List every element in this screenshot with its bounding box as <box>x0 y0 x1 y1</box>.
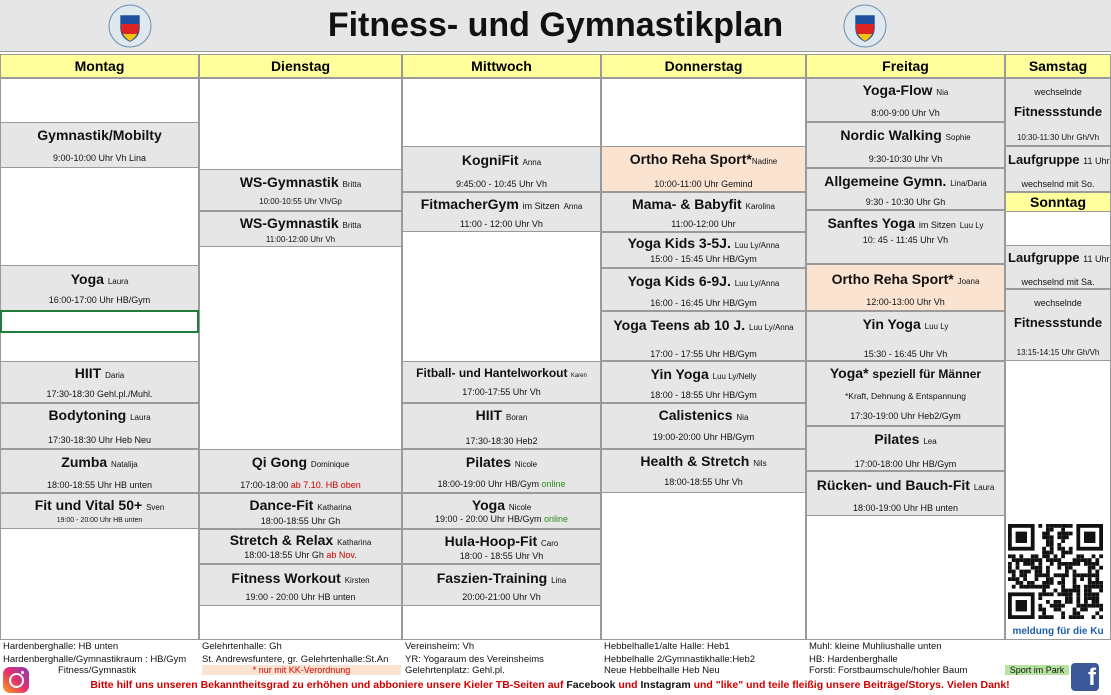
legend-item: Hebbelhalle1/alte Halle: Heb1 <box>604 641 730 652</box>
session-name: Yoga Teens ab 10 J. <box>613 317 746 333</box>
session-cell <box>199 449 402 493</box>
session-cell <box>402 493 601 529</box>
session-name: Calistenics <box>658 407 733 423</box>
empty-selected-cell[interactable] <box>0 310 199 333</box>
session-name: Ortho Reha Sport* <box>831 271 954 287</box>
day-header-samstag: Samstag <box>1005 54 1111 78</box>
session-note: online <box>544 514 569 524</box>
page-title: Fitness- und Gymnastikplan <box>327 6 784 44</box>
session-cell <box>199 493 402 529</box>
session-time: 17:00-17:55 Uhr Vh <box>462 387 541 397</box>
session-suffix: im Sitzen <box>522 201 560 211</box>
session-trainer: Luu Ly/Anna <box>749 323 794 332</box>
session-time: 12:00-13:00 Uhr Vh <box>866 297 945 307</box>
session-trainer: Luu Ly/Anna <box>734 279 780 288</box>
session-cell <box>0 493 199 529</box>
session-name: Laufgruppe <box>1008 250 1080 265</box>
legend-item: Vereinsheim: Vh <box>405 641 475 652</box>
session-cell <box>806 471 1005 516</box>
session-cell <box>601 146 806 192</box>
session-cell <box>402 529 601 564</box>
session-name: Yoga <box>471 497 506 513</box>
session-name: Fitball- und Hantelworkout <box>416 366 568 380</box>
session-trainer: Kirsten <box>344 576 370 585</box>
session-trainer: Laura <box>130 413 151 422</box>
session-time: 20:00-21:00 Uhr Vh <box>462 592 541 602</box>
session-time: 17:00-18:00 Uhr HB/Gym <box>854 459 957 469</box>
session-trainer: Nia <box>736 413 749 422</box>
session-cell <box>402 361 601 403</box>
day-header-dienstag: Dienstag <box>199 54 402 78</box>
session-time: 11:00-12:00 Uhr Vh <box>265 235 336 244</box>
session-time: 16:00-17:00 Uhr HB/Gym <box>48 295 151 305</box>
legend-item: Hardenberghalle: HB unten <box>3 641 119 652</box>
session-cell <box>0 361 199 403</box>
session-cell <box>0 449 199 493</box>
session-time: wechselnd mit So. <box>1021 179 1095 189</box>
session-name: KogniFit <box>461 152 519 168</box>
session-trainer: Lina <box>551 576 567 585</box>
session-time: 18:00 - 18:55 Uhr HB/Gym <box>650 390 757 400</box>
session-time: 10:00-11:00 Uhr Gemind <box>654 179 753 189</box>
session-cell <box>806 311 1005 361</box>
session-time: 19:00 - 20:00 Uhr HB unten <box>245 592 356 602</box>
session-time: 18:00 - 18:55 Uhr Vh <box>459 551 544 561</box>
session-trainer: Nadine <box>751 157 778 166</box>
promo-text-2: und "like" und teile fleißig unsere Beiträge/Storys. Vielen Dank! <box>690 679 1010 691</box>
session-name: Dance-Fit <box>249 497 314 513</box>
instagram-icon[interactable] <box>3 667 29 693</box>
session-time: 9:30 - 10:30 Uhr Gh <box>865 197 946 207</box>
session-name: Nordic Walking <box>840 127 942 143</box>
session-note: ab 7.10. HB oben <box>290 480 361 490</box>
session-cell <box>806 210 1005 264</box>
session-trainer: Luu Ly <box>959 221 984 230</box>
session-name: Laufgruppe <box>1008 152 1080 167</box>
session-time: 10:30-11:30 Uhr Gh/Vh <box>1016 133 1100 142</box>
session-trainer: Britta <box>342 180 362 189</box>
session-name: Fitnessstunde <box>1013 315 1103 330</box>
session-time: 17:00-18:00 <box>240 480 289 490</box>
session-trainer: Katharina <box>337 538 372 547</box>
session-trainer: Dominique <box>310 460 350 469</box>
session-cell <box>0 265 199 311</box>
session-note: ab Nov. <box>326 550 357 560</box>
session-time: 18:00-19:00 Uhr HB/Gym <box>437 479 539 489</box>
session-time: 19:00-20:00 Uhr HB/Gym <box>652 432 755 442</box>
session-suffix: im Sitzen <box>918 220 956 230</box>
session-trainer: Karen <box>570 373 587 379</box>
session-trainer: Lea <box>923 437 937 446</box>
session-name: Yin Yoga <box>862 316 921 332</box>
legend-item: Forsti: Forstbaumschule/hohler Baum <box>809 665 968 676</box>
session-name: Rücken- und Bauch-Fit <box>816 477 970 493</box>
promo-line <box>30 679 1070 691</box>
session-name: Yin Yoga <box>650 366 709 382</box>
session-pre: wechselnde <box>1034 87 1082 97</box>
legend-item: St. Andrewsfuntere, gr. Gelehrtenhalle:St.An <box>202 654 389 665</box>
session-note: online <box>541 479 566 489</box>
session-cell <box>402 449 601 493</box>
session-time: 11:00-12:00 Uhr <box>671 219 736 229</box>
session-time: 8:00-9:00 Uhr Vh <box>871 108 940 118</box>
day-header-mittwoch: Mittwoch <box>402 54 601 78</box>
session-cell <box>199 564 402 606</box>
session-name: Qi Gong <box>251 454 308 470</box>
session-name: WS-Gymnastik <box>239 215 339 231</box>
session-time: wechselnd mit Sa. <box>1021 277 1095 287</box>
session-trainer: Britta <box>342 221 362 230</box>
session-time: 15:00 - 15:45 Uhr HB/Gym <box>650 254 757 264</box>
session-time: 18:00-18:55 Uhr Gh <box>244 550 324 560</box>
day-header-montag: Montag <box>0 54 199 78</box>
session-sub: *Kraft, Dehnung & Entspannung <box>845 391 966 401</box>
session-cell <box>402 403 601 449</box>
session-cell <box>806 264 1005 311</box>
session-cell <box>601 449 806 493</box>
promo-and: und <box>615 679 641 691</box>
session-trainer: Boran <box>505 413 528 422</box>
session-cell <box>402 192 601 232</box>
legend-item: Muhl: kleine Muhliushalle unten <box>809 641 942 652</box>
session-time: 9:00-10:00 Uhr Vh Lina <box>52 153 147 163</box>
legend-item: Gelehrtenplatz: Gehl.pl. <box>405 665 505 676</box>
session-cell <box>806 426 1005 471</box>
club-logo-icon <box>843 4 887 48</box>
session-time: 13:15-14:15 Uhr Gh/Vh <box>1016 348 1100 357</box>
qr-code-icon <box>1008 524 1106 620</box>
club-logo-right <box>843 4 887 48</box>
session-time: 15:30 - 16:45 Uhr Vh <box>863 349 948 359</box>
session-cell <box>806 78 1005 122</box>
session-name: Health & Stretch <box>640 453 750 469</box>
session-name: Ortho Reha Sport* <box>629 151 752 167</box>
session-trainer: Anna <box>522 158 542 167</box>
session-cell <box>1005 245 1111 289</box>
qr-caption: meldung für die Ku <box>1012 626 1104 637</box>
session-cell <box>0 403 199 449</box>
session-name: Mama- & Babyfit <box>632 196 742 212</box>
session-name: Zumba <box>61 454 108 470</box>
session-trainer: Anna <box>563 202 583 211</box>
session-name: Yoga* <box>829 365 869 381</box>
session-cell <box>601 311 806 361</box>
session-name: Bodytoning <box>48 407 127 423</box>
session-time: 10: 45 - 11:45 Uhr Vh <box>862 235 949 245</box>
session-cell <box>601 268 806 311</box>
session-cell <box>806 168 1005 210</box>
session-cell <box>601 361 806 403</box>
session-trainer: Nicole <box>514 460 538 469</box>
session-trainer: Luu Ly <box>924 322 949 331</box>
legend-item: Neue Hebbelhalle Heb Neu <box>604 665 720 676</box>
session-cell <box>402 146 601 192</box>
session-name: Fitnessstunde <box>1013 104 1103 119</box>
session-name: Pilates <box>874 431 920 447</box>
session-name: Yoga <box>70 271 104 287</box>
session-cell <box>0 122 199 168</box>
session-trainer: Sophie <box>945 133 971 142</box>
session-cell <box>1005 78 1111 146</box>
session-trainer: Karolina <box>745 202 775 211</box>
session-trainer: Lina/Daria <box>950 179 987 188</box>
session-cell <box>402 564 601 606</box>
session-time: 9:45:00 - 10:45 Uhr Vh <box>455 179 548 189</box>
session-trainer: Nia <box>936 88 949 97</box>
session-time: 18:00-19:00 Uhr HB unten <box>852 503 959 513</box>
sport-im-park-badge: Sport im Park <box>1005 665 1069 675</box>
legend-item: Hardenberghalle/Gymnastikraum : HB/Gym <box>3 654 187 665</box>
session-name: Fitness Workout <box>231 570 341 586</box>
session-name: Sanftes Yoga <box>827 215 915 231</box>
session-cell <box>199 169 402 211</box>
session-trainer: Luu Ly/Anna <box>734 241 780 250</box>
legend-item: Hebbelhalle 2/Gymnastikhalle:Heb2 <box>604 654 756 665</box>
session-name: Stretch & Relax <box>229 532 334 548</box>
promo-text-1: Bitte hilf uns unseren Bekanntheitsgrad zu erhöhen und abboniere unsere Kieler TB-Seiten auf <box>90 679 567 691</box>
session-name: HIIT <box>74 365 102 381</box>
session-cell <box>601 403 806 449</box>
session-trainer: Laura <box>973 483 995 492</box>
session-name: Yoga Kids 6-9J. <box>627 273 731 289</box>
session-trainer: Joana <box>957 277 980 286</box>
facebook-icon[interactable]: f <box>1071 663 1099 691</box>
session-time: 17:30-19:00 Uhr Heb2/Gym <box>850 411 961 421</box>
session-cell <box>1005 146 1111 192</box>
legend-item: HB: Hardenberghalle <box>809 654 898 665</box>
day-header-sonntag: Sonntag <box>1005 192 1111 212</box>
session-trainer: Sven <box>146 503 165 512</box>
session-trainer: 11 Uhr <box>1083 156 1110 166</box>
day-header-freitag: Freitag <box>806 54 1005 78</box>
session-time: 18:00-18:55 Uhr HB unten <box>46 480 153 490</box>
session-trainer: Katharina <box>317 503 352 512</box>
session-time: 19:00 - 20:00 Uhr HB unten <box>56 517 143 524</box>
session-time: 18:00-18:55 Uhr Vh <box>664 477 743 487</box>
session-suffix: speziell für Männer <box>872 367 982 381</box>
facebook-link[interactable]: Facebook <box>566 679 616 691</box>
legend-item: Fitness/Gymnastik <box>58 665 137 676</box>
session-time: 10:00-10:55 Uhr Vh/Gp <box>259 197 342 206</box>
session-time: 19:00 - 20:00 Uhr HB/Gym <box>434 514 542 524</box>
title-bar <box>0 0 1111 52</box>
session-name: Allgemeine Gymn. <box>824 173 947 189</box>
session-time: 9:30-10:30 Uhr Vh <box>868 154 943 164</box>
session-trainer: 11 Uhr <box>1083 254 1110 264</box>
instagram-link[interactable]: Instagram <box>640 679 691 691</box>
session-trainer: Natalija <box>111 460 138 469</box>
session-cell <box>601 232 806 268</box>
legend-item: * nur mit KK-Verordnung <box>202 665 401 675</box>
session-time: 16:00 - 16:45 Uhr HB/Gym <box>650 298 757 308</box>
session-trainer: Nils <box>753 459 767 468</box>
session-name: Pilates <box>465 454 511 470</box>
session-name: Yoga-Flow <box>862 82 933 98</box>
session-cell <box>601 192 806 232</box>
session-time: 17:30-18:30 Heb2 <box>465 436 538 446</box>
session-cell <box>199 529 402 564</box>
session-name: FitmacherGym <box>420 196 519 212</box>
session-cell <box>806 361 1005 426</box>
session-trainer: Caro <box>541 539 559 548</box>
session-time: 17:30-18:30 Uhr Heb Neu <box>47 435 152 445</box>
session-trainer: Laura <box>107 277 129 286</box>
session-time: 11:00 - 12:00 Uhr Vh <box>460 219 543 229</box>
session-name: HIIT <box>475 407 503 423</box>
legend-item: YR: Yogaraum des Vereinsheims <box>405 654 544 665</box>
session-name: Fit und Vital 50+ <box>34 497 143 513</box>
day-header-donnerstag: Donnerstag <box>601 54 806 78</box>
qr-code[interactable] <box>1008 524 1106 620</box>
session-time: 17:00 - 17:55 Uhr HB/Gym <box>650 349 757 359</box>
session-time: 17:30-18:30 Gehl.pl./Muhl. <box>46 389 153 399</box>
session-cell <box>806 122 1005 168</box>
legend-item: Gelehrtenhalle: Gh <box>202 641 282 652</box>
session-time: 18:00-18:55 Uhr Gh <box>260 516 341 526</box>
session-pre: wechselnde <box>1034 298 1082 308</box>
session-name: Hula-Hoop-Fit <box>444 533 538 549</box>
session-trainer: Nicole <box>508 503 532 512</box>
session-name: Yoga Kids 3-5J. <box>627 235 731 251</box>
session-cell <box>1005 289 1111 361</box>
session-name: Gymnastik/Mobilty <box>37 127 162 143</box>
session-trainer: Daria <box>105 371 125 380</box>
session-name: Faszien-Training <box>436 570 548 586</box>
session-trainer: Luu Ly/Nelly <box>712 372 757 381</box>
session-cell <box>199 211 402 247</box>
session-name: WS-Gymnastik <box>239 174 339 190</box>
